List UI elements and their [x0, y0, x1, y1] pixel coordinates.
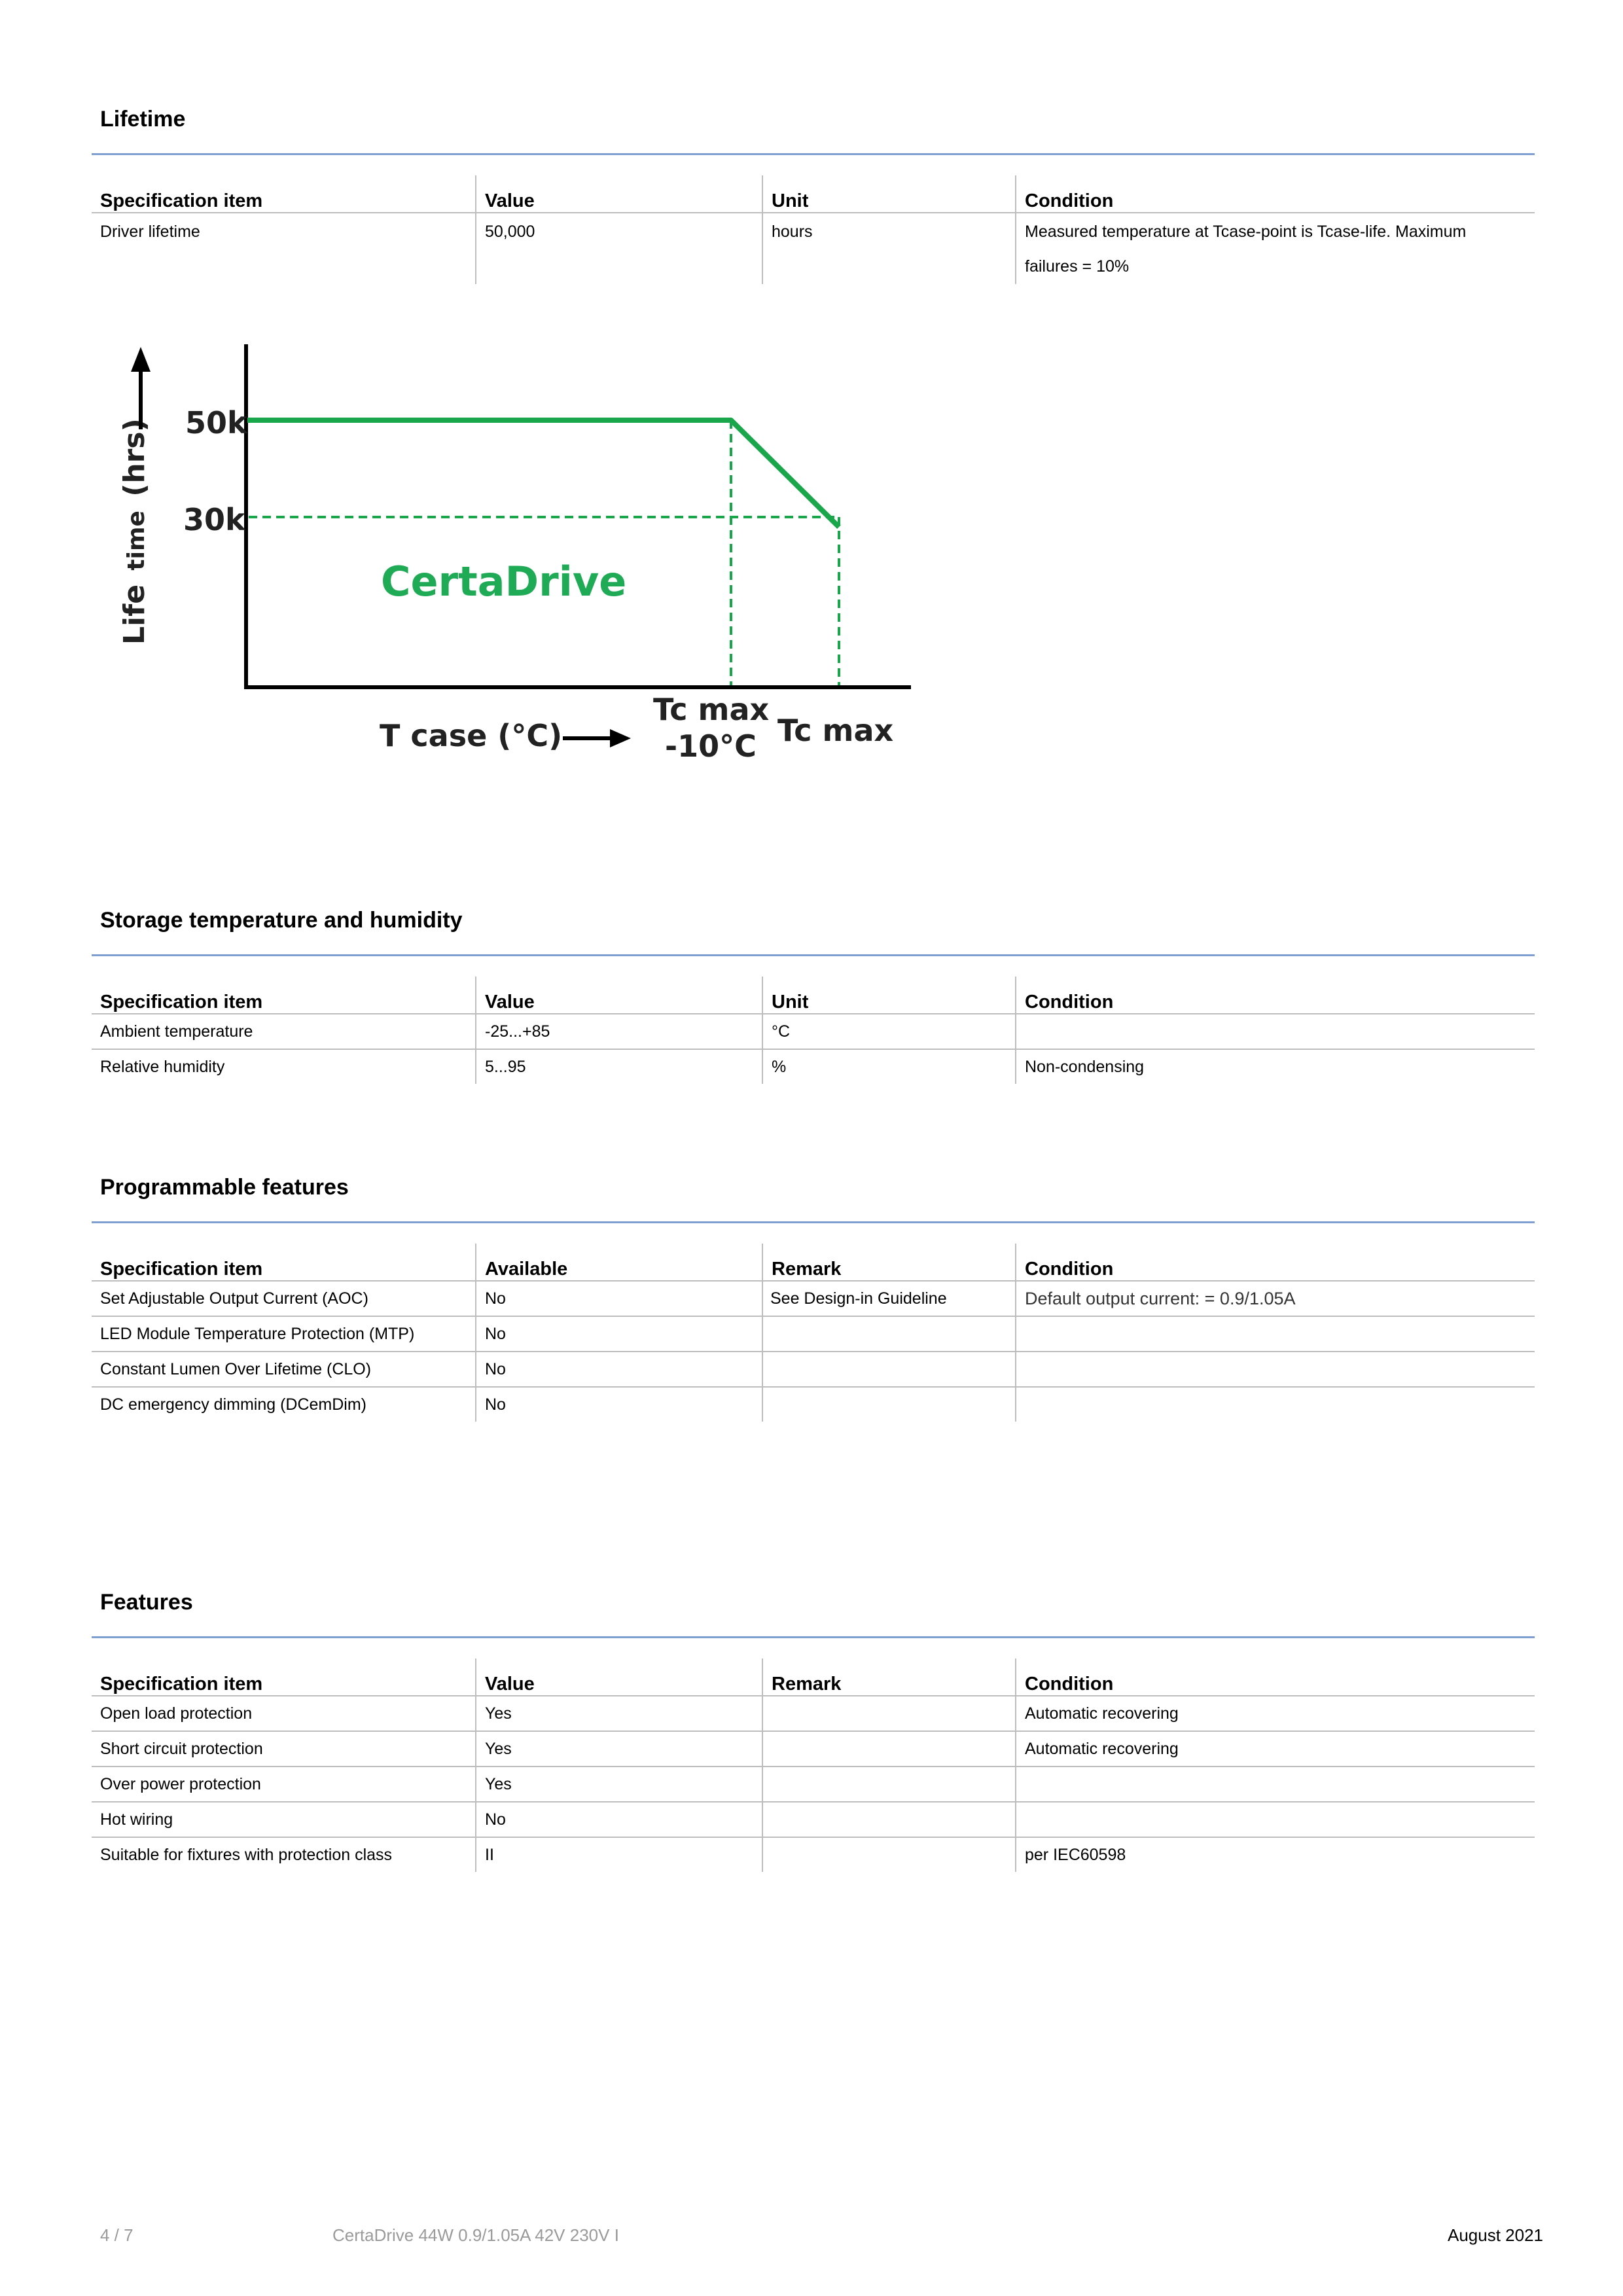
- header-cell: Condition: [1016, 175, 1535, 213]
- table-cell: Measured temperature at Tcase-point is Tcase-life. Maximum failures = 10%: [1016, 213, 1535, 284]
- table-row: [92, 1387, 1535, 1422]
- ytick-30k: 30k: [183, 502, 245, 537]
- storage-rule: [92, 954, 1535, 956]
- table-cell: [762, 1387, 1016, 1422]
- table-cell: %: [762, 1049, 1016, 1084]
- table-cell: [1016, 1387, 1535, 1422]
- svg-text:Life time (hrs): [118, 418, 151, 645]
- table-cell: Relative humidity: [100, 1058, 225, 1076]
- features-table: [92, 1659, 1535, 1872]
- table-cell: -25...+85: [476, 1014, 762, 1049]
- table-cell: [762, 1352, 1016, 1387]
- xtick-tcmax10-line1: Tc max: [653, 692, 770, 727]
- table-cell: per IEC60598: [1016, 1837, 1535, 1872]
- table-row: [92, 1696, 1535, 1731]
- lifetime-rule: [92, 153, 1535, 155]
- features-title: Features: [100, 1590, 193, 1615]
- header-cell: Specification item: [92, 1659, 476, 1696]
- table-row: [92, 1731, 1535, 1767]
- table-header-row: [92, 1659, 1535, 1696]
- header-cell: Remark: [762, 1659, 1016, 1696]
- table-cell: Hot wiring: [92, 1802, 476, 1837]
- table-header-row: [92, 1244, 1535, 1281]
- table-cell: [762, 1731, 1016, 1767]
- table-cell: No: [476, 1387, 762, 1422]
- lifetime-table: [92, 175, 1535, 284]
- table-cell: °C: [762, 1014, 1016, 1049]
- ylabel-part3: (hrs): [118, 418, 151, 497]
- table-cell: DC emergency dimming (DCemDim): [100, 1395, 367, 1414]
- ylabel-part2: time: [123, 511, 150, 571]
- table-cell: [1016, 1316, 1535, 1352]
- table-cell: Automatic recovering: [1016, 1731, 1535, 1767]
- table-cell: Yes: [476, 1767, 762, 1802]
- lifetime-chart: [111, 334, 929, 792]
- footer-date: August 2021: [1448, 2225, 1544, 2245]
- programmable-title: Programmable features: [100, 1175, 349, 1200]
- table-row: [92, 1837, 1535, 1872]
- table-cell: 50,000: [476, 213, 762, 284]
- table-cell: [762, 1837, 1016, 1872]
- table-cell: [762, 1767, 1016, 1802]
- table-row: [92, 1352, 1535, 1387]
- table-cell: [762, 1316, 1016, 1352]
- table-cell: Ambient temperature: [92, 1014, 476, 1049]
- table-cell: II: [476, 1837, 762, 1872]
- table-cell: No: [476, 1281, 762, 1316]
- x-arrow-head: [610, 729, 631, 747]
- header-cell: Available: [476, 1244, 762, 1281]
- header-cell: Specification item: [92, 175, 476, 213]
- table-cell: Open load protection: [92, 1696, 476, 1731]
- table-cell: hours: [762, 213, 1016, 284]
- programmable-table: [92, 1244, 1535, 1422]
- table-cell: [1016, 1352, 1535, 1387]
- storage-title: Storage temperature and humidity: [100, 908, 463, 933]
- lifetime-curve: [247, 420, 839, 527]
- table-row: [92, 1281, 1535, 1316]
- table-cell: Default output current: = 0.9/1.05A: [1016, 1281, 1535, 1316]
- brand-label: CertaDrive: [381, 558, 627, 605]
- header-cell: Value: [476, 175, 762, 213]
- table-cell: Non-condensing: [1016, 1049, 1535, 1084]
- header-cell: Specification item: [92, 977, 476, 1014]
- header-cell: Remark: [762, 1244, 1016, 1281]
- table-cell: [1016, 1802, 1535, 1837]
- footer-product-name: CertaDrive 44W 0.9/1.05A 42V 230V I: [332, 2225, 619, 2245]
- header-cell: Unit: [762, 175, 1016, 213]
- xtick-tcmax: Tc max: [777, 713, 894, 748]
- table-cell: Yes: [476, 1731, 762, 1767]
- table-cell: Suitable for fixtures with protection class: [100, 1846, 393, 1864]
- y-arrow-head: [131, 347, 151, 372]
- table-cell: Short circuit protection: [92, 1731, 476, 1767]
- table-cell: No: [476, 1316, 762, 1352]
- lifetime-title: Lifetime: [100, 107, 186, 132]
- header-cell: Unit: [762, 977, 1016, 1014]
- table-cell: No: [476, 1802, 762, 1837]
- xtick-tcmax10-line2: -10°C: [665, 728, 757, 764]
- table-header-row: [92, 175, 1535, 213]
- table-row: [92, 213, 1535, 284]
- table-cell: Driver lifetime: [100, 223, 200, 241]
- table-cell: No: [476, 1352, 762, 1387]
- ylabel-part1: Life: [118, 584, 151, 645]
- table-cell: [1016, 1767, 1535, 1802]
- table-cell: Constant Lumen Over Lifetime (CLO): [92, 1352, 476, 1387]
- storage-table: [92, 977, 1535, 1084]
- table-cell: Yes: [476, 1696, 762, 1731]
- xlabel: T case (°C): [380, 718, 563, 753]
- table-cell: [762, 1696, 1016, 1731]
- table-cell: Automatic recovering: [1016, 1696, 1535, 1731]
- table-cell: [762, 1802, 1016, 1837]
- header-cell: Condition: [1016, 1244, 1535, 1281]
- table-cell: Over power protection: [92, 1767, 476, 1802]
- header-cell: Specification item: [92, 1244, 476, 1281]
- table-cell: See Design-in Guideline: [762, 1281, 1016, 1316]
- table-cell: 5...95: [476, 1049, 762, 1084]
- table-row: [92, 1767, 1535, 1802]
- header-cell: Value: [476, 1659, 762, 1696]
- ytick-50k: 50k: [185, 405, 247, 440]
- table-row: [92, 1014, 1535, 1049]
- header-cell: Condition: [1016, 977, 1535, 1014]
- table-cell: LED Module Temperature Protection (MTP): [92, 1316, 476, 1352]
- table-row: [92, 1316, 1535, 1352]
- table-cell: Set Adjustable Output Current (AOC): [92, 1281, 476, 1316]
- programmable-rule: [92, 1221, 1535, 1223]
- table-row: [92, 1802, 1535, 1837]
- table-header-row: [92, 977, 1535, 1014]
- table-cell: [1016, 1014, 1535, 1049]
- footer-page-number: 4 / 7: [100, 2225, 134, 2245]
- header-cell: Condition: [1016, 1659, 1535, 1696]
- table-row: [92, 1049, 1535, 1084]
- header-cell: Value: [476, 977, 762, 1014]
- features-rule: [92, 1636, 1535, 1638]
